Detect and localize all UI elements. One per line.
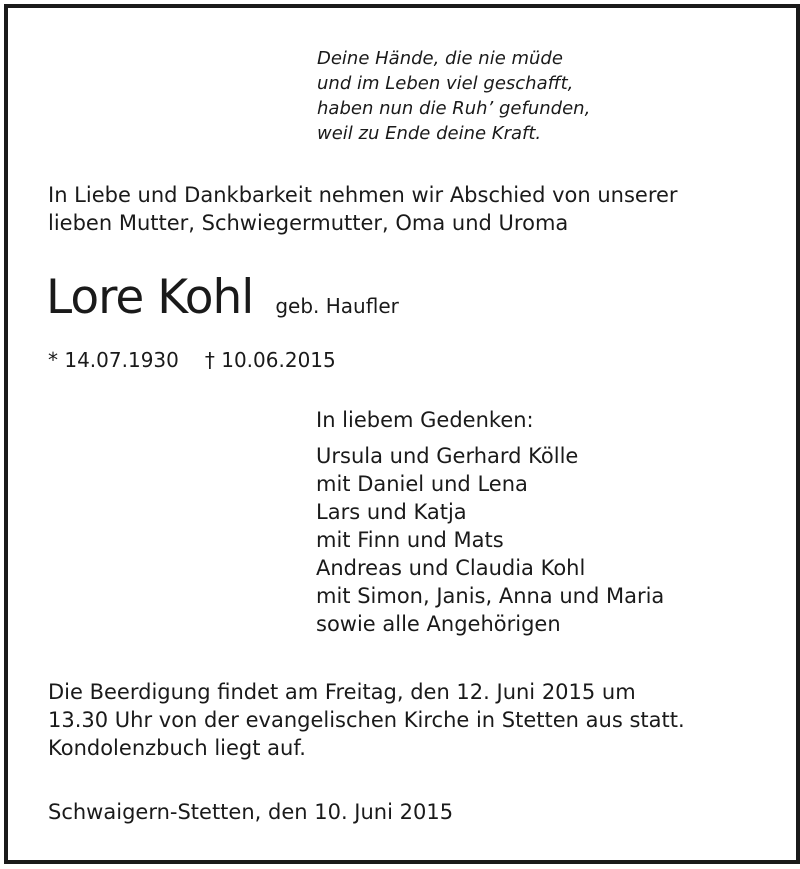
mourner-line: Andreas und Claudia Kohl [316,556,586,580]
mourner-line: mit Daniel und Lena [316,472,528,496]
maiden-name: geb. Haufler [275,294,399,318]
funeral-line: 13.30 Uhr von der evangelischen Kirche in Stetten aus statt. [48,708,685,732]
funeral-line: Die Beerdigung findet am Freitag, den 12. Juni 2015 um [48,680,636,704]
poem-line: und im Leben viel geschafft, [317,73,574,94]
funeral-info [48,678,685,762]
mourners-list [316,406,664,638]
obituary-notice [4,4,800,864]
deceased-name: Lore Kohl [46,270,254,325]
poem-line: weil zu Ende deine Kraft. [317,123,542,144]
mourner-line: mit Simon, Janis, Anna und Maria [316,584,665,608]
poem [317,46,590,146]
mourner-line: sowie alle Angehörigen [316,612,561,636]
mourner-line: Ursula und Gerhard Kölle [316,444,579,468]
poem-line: Deine Hände, die nie müde [317,48,563,69]
funeral-line: Kondolenzbuch liegt auf. [48,736,306,760]
death-date: † 10.06.2015 [204,348,336,372]
life-dates [48,346,336,374]
mourner-line: mit Finn und Mats [316,528,504,552]
birth-date: * 14.07.1930 [48,348,179,372]
intro-line: In Liebe und Dankbarkeit nehmen wir Abschied von unserer [48,183,678,207]
place-and-date: Schwaigern-Stetten, den 10. Juni 2015 [48,800,454,824]
mourners-heading: In liebem Gedenken: [316,408,534,432]
intro-line: lieben Mutter, Schwiegermutter, Oma und Uroma [48,211,569,235]
intro-text [48,181,678,237]
mourner-line: Lars und Katja [316,500,467,524]
deceased-name-row [46,270,399,326]
poem-line: haben nun die Ruh’ gefunden, [317,98,591,119]
